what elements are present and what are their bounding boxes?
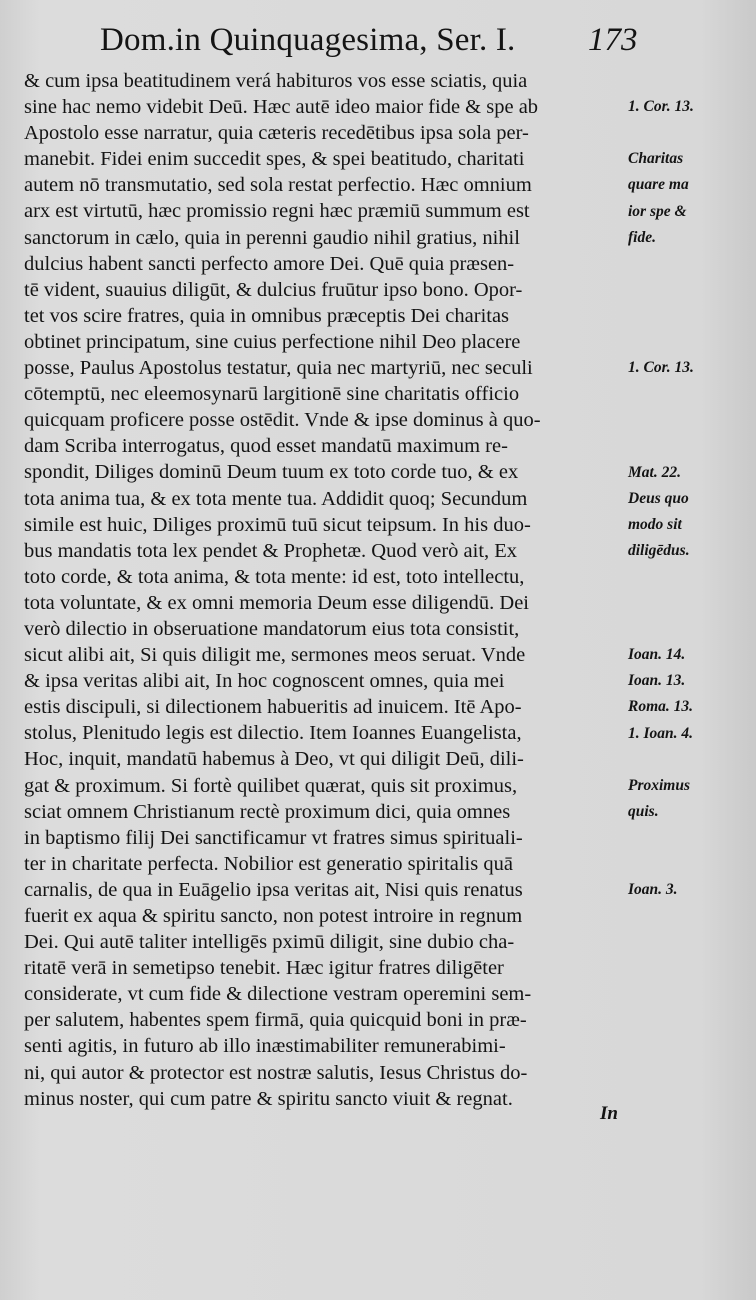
margin-note: diligēdus. xyxy=(628,541,690,559)
text-line: & cum ipsa beatitudinem verá habituros vos esse sciatis, quia xyxy=(24,70,528,92)
text-line: cōtemptū, nec eleemosynarū largitionē sine charitatis officio xyxy=(24,383,520,406)
page-number: 173 xyxy=(588,22,638,58)
margin-note: Ioan. 3. xyxy=(628,881,678,899)
margin-note: Ioan. 13. xyxy=(628,672,686,690)
text-line: Dei. Qui autē taliter intelligēs pximū diligit, sine dubio cha- xyxy=(24,931,515,954)
text-line: toto corde, & tota anima, & tota mente: id est, toto intellectu, xyxy=(24,565,525,588)
text-line: tota anima tua, & ex tota mente tua. Addidit quoq; Secundum xyxy=(24,487,528,510)
text-line: bus mandatis tota lex pendet & Prophetæ. Quod verò ait, Ex xyxy=(24,539,518,562)
catchword: In xyxy=(600,1103,618,1124)
text-line: simile est huic, Diliges proximū tuū sicut teipsum. In his duo- xyxy=(24,513,531,536)
running-head-title: Dom.in Quinquagesima, Ser. I. xyxy=(100,22,516,58)
text-line: tē vident, suauius diligūt, & dulcius fruūtur ipso bono. Opor- xyxy=(24,278,523,301)
text-line: dulcius habent sancti perfecto amore Dei. Quē quia præsen- xyxy=(24,252,515,275)
margin-note: Proximus xyxy=(628,776,691,794)
margin-note: quare ma xyxy=(628,176,689,194)
text-line: carnalis, de qua in Euāgelio ipsa veritas ait, Nisi quis renatus xyxy=(24,878,523,901)
text-line: sciat omnem Christianum rectè proximum dici, quia omnes xyxy=(24,800,511,823)
text-line: in baptismo filij Dei sanctificamur vt fratres simus spirituali- xyxy=(24,826,523,849)
running-head xyxy=(100,22,660,68)
text-line: gat & proximum. Si fortè quilibet quærat, quis sit proximus, xyxy=(24,774,518,797)
text-line: senti agitis, in futuro ab illo inæstimabiliter remunerabimi- xyxy=(24,1035,506,1058)
margin-note: 1. Cor. 13. xyxy=(628,359,694,377)
body-text xyxy=(24,68,624,1112)
text-line: stolus, Plenitudo legis est dilectio. Item Ioannes Euangelista, xyxy=(24,722,522,745)
text-line: spondit, Diliges dominū Deum tuum ex toto corde tuo, & ex xyxy=(24,461,519,484)
text-line: ni, qui autor & protector est nostræ salutis, Iesus Christus do- xyxy=(24,1061,528,1084)
text-line: autem nō transmutatio, sed sola restat perfectio. Hæc omnium xyxy=(24,174,532,197)
text-line: quicquam proficere posse ostēdit. Vnde & ipse dominus à quo- xyxy=(24,409,541,432)
text-line: tet vos scire fratres, quia in omnibus præceptis Dei charitas xyxy=(24,304,510,327)
text-line: & ipsa veritas alibi ait, In hoc cognoscent omnes, quia mei xyxy=(24,670,505,693)
text-line: posse, Paulus Apostolus testatur, quia nec martyriū, nec seculi xyxy=(24,357,533,380)
text-line: ritatē verā in semetipso tenebit. Hæc igitur fratres diligēter xyxy=(24,957,504,980)
margin-note: Charitas xyxy=(628,150,684,168)
text-line: minus noster, qui cum patre & spiritu sancto viuit & regnat. xyxy=(24,1087,513,1110)
text-line: Hoc, inquit, mandatū habemus à Deo, vt qui diligit Deū, dili- xyxy=(24,748,524,771)
margin-note: 1. Cor. 13. xyxy=(628,98,694,116)
text-line: arx est virtutū, hæc promissio regni hæc præmiū summum est xyxy=(24,200,530,223)
text-line: per salutem, habentes spem firmā, quia quicquid boni in præ- xyxy=(24,1009,527,1032)
margin-note: Deus quo xyxy=(628,489,689,507)
text-line: sanctorum in cælo, quia in perenni gaudio nihil gratius, nihil xyxy=(24,226,520,249)
text-line: verò dilectio in obseruatione mandatorum eius tota consistit, xyxy=(24,617,520,640)
margin-note: Mat. 22. xyxy=(628,463,681,481)
margin-note: modo sit xyxy=(628,515,682,533)
text-line: obtinet principatum, sine cuius perfectione nihil Deo placere xyxy=(24,330,521,353)
text-line: sicut alibi ait, Si quis diligit me, sermones meos seruat. Vnde xyxy=(24,644,526,667)
text-line: manebit. Fidei enim succedit spes, & spei beatitudo, charitati xyxy=(24,148,525,171)
margin-note: 1. Ioan. 4. xyxy=(628,724,694,742)
text-line: considerate, vt cum fide & dilectione vestram operemini sem- xyxy=(24,983,532,1006)
margin-note: ior spe & xyxy=(628,202,687,220)
text-line: fuerit ex aqua & spiritu sancto, non potest introire in regnum xyxy=(24,905,523,927)
text-line: dam Scriba interrogatus, quod esset mandatū maximum re- xyxy=(24,435,508,458)
text-line: estis discipuli, si dilectionem habueritis ad inuicem. Itē Apo- xyxy=(24,696,522,719)
text-line: sine hac nemo videbit Deū. Hæc autē ideo maior fide & spe ab xyxy=(24,96,539,119)
text-line: tota voluntate, & ex omni memoria Deum esse diligendū. Dei xyxy=(24,591,529,614)
margin-note: quis. xyxy=(628,802,659,820)
margin-note: fide. xyxy=(628,228,656,246)
margin-note: Roma. 13. xyxy=(628,698,694,716)
text-line: ter in charitate perfecta. Nobilior est generatio spiritalis quā xyxy=(24,852,513,875)
margin-note: Ioan. 14. xyxy=(628,646,686,664)
text-line: Apostolo esse narratur, quia cæteris recedētibus ipsa sola per- xyxy=(24,122,529,145)
